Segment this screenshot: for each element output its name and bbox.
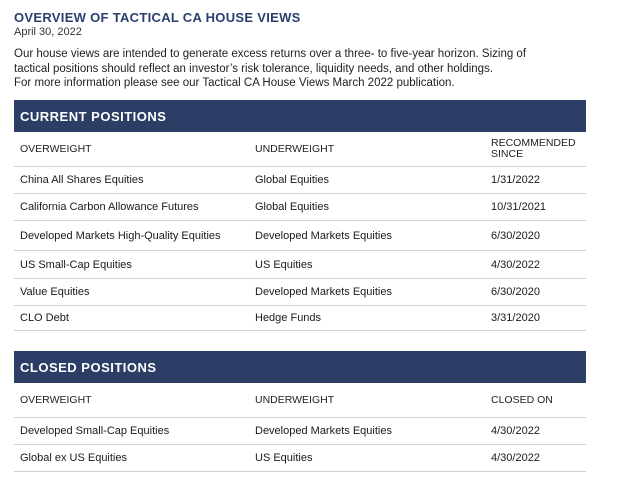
column-header-overweight: OVERWEIGHT bbox=[20, 394, 92, 406]
date-cell: 4/30/2022 bbox=[491, 258, 540, 271]
column-header-recommended-since: RECOMMENDED SINCE bbox=[491, 137, 576, 160]
underweight-cell: Developed Markets Equities bbox=[255, 425, 392, 437]
current-positions-header: CURRENT POSITIONS bbox=[14, 100, 586, 132]
date-cell: 4/30/2022 bbox=[491, 452, 540, 464]
column-header-overweight: OVERWEIGHT bbox=[20, 143, 92, 155]
date-cell: 6/30/2020 bbox=[491, 229, 540, 242]
table-row bbox=[14, 221, 586, 251]
closed-positions-section bbox=[14, 351, 586, 472]
intro-line: For more information please see our Tactical CA House Views March 2022 publication. bbox=[14, 77, 455, 89]
current-positions-section bbox=[14, 100, 586, 331]
column-header-closed-on: CLOSED ON bbox=[491, 393, 553, 406]
table-row bbox=[14, 418, 586, 445]
table-row bbox=[14, 306, 586, 331]
table-row bbox=[14, 167, 586, 194]
date-cell: 4/30/2022 bbox=[491, 425, 540, 437]
date-cell: 10/31/2021 bbox=[491, 201, 547, 213]
underweight-cell: Global Equities bbox=[255, 174, 329, 186]
underweight-cell: Hedge Funds bbox=[255, 312, 322, 324]
overweight-cell: China All Shares Equities bbox=[20, 174, 144, 186]
date-cell: 6/30/2020 bbox=[491, 286, 540, 298]
intro-line: Our house views are intended to generate excess returns over a three- to five-year horizon. Sizing of bbox=[14, 48, 527, 60]
table-row bbox=[14, 251, 586, 279]
overweight-cell: Developed Small-Cap Equities bbox=[20, 425, 170, 437]
intro-paragraph bbox=[14, 47, 584, 91]
column-header-underweight: UNDERWEIGHT bbox=[255, 143, 335, 155]
underweight-cell: Global Equities bbox=[255, 201, 329, 213]
overweight-cell: Value Equities bbox=[20, 286, 90, 298]
closed-positions-column-headers bbox=[14, 383, 586, 418]
underweight-cell: US Equities bbox=[255, 452, 313, 464]
column-header-underweight: UNDERWEIGHT bbox=[255, 394, 335, 406]
underweight-cell: Developed Markets Equities bbox=[255, 229, 392, 242]
report-date: April 30, 2022 bbox=[14, 26, 82, 38]
overweight-cell: Global ex US Equities bbox=[20, 452, 127, 464]
current-positions-column-headers bbox=[14, 132, 586, 167]
date-cell: 1/31/2022 bbox=[491, 174, 540, 186]
overweight-cell: CLO Debt bbox=[20, 312, 69, 324]
table-row bbox=[14, 194, 586, 221]
page-title: OVERVIEW OF TACTICAL CA HOUSE VIEWS bbox=[14, 10, 301, 25]
date-cell: 3/31/2020 bbox=[491, 312, 540, 324]
underweight-cell: US Equities bbox=[255, 258, 313, 271]
table-row bbox=[14, 445, 586, 472]
intro-line: tactical positions should reflect an investor’s risk tolerance, liquidity needs, and other holdings. bbox=[14, 62, 494, 75]
closed-positions-header: CLOSED POSITIONS bbox=[14, 351, 586, 383]
overweight-cell: California Carbon Allowance Futures bbox=[20, 201, 199, 213]
overweight-cell: Developed Markets High-Quality Equities bbox=[20, 229, 221, 242]
table-row bbox=[14, 279, 586, 306]
overweight-cell: US Small-Cap Equities bbox=[20, 258, 132, 271]
underweight-cell: Developed Markets Equities bbox=[255, 286, 392, 298]
